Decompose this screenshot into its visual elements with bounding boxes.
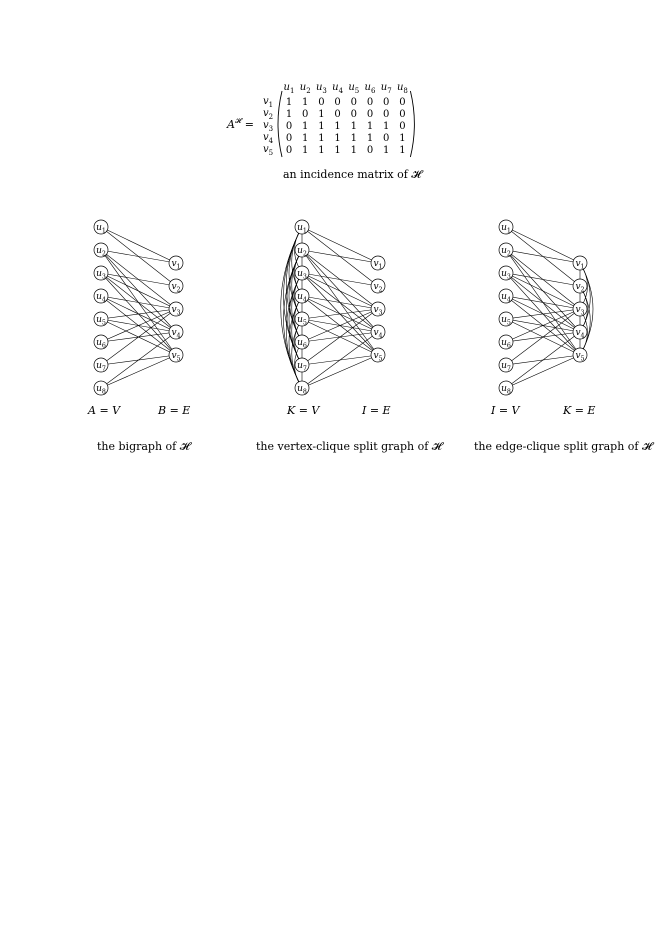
matrix-cell: 1 <box>318 109 325 120</box>
matrix-col-label: $u_5$ <box>348 82 360 95</box>
graph-edge <box>302 250 378 309</box>
matrix-cell: 0 <box>399 109 406 120</box>
matrix-caption: an incidence matrix of 𝓗 <box>283 168 422 181</box>
matrix-cell: 0 <box>302 109 309 120</box>
edge-label-v: $v_5$ <box>373 351 383 363</box>
graph-edge <box>506 296 580 355</box>
matrix-cell: 1 <box>302 121 309 132</box>
edge-label-v: $v_3$ <box>171 305 181 317</box>
matrix-cell: 0 <box>366 97 374 108</box>
edge-clique-right-part-label: K = E <box>563 404 596 417</box>
vertex-label-u: $u_5$ <box>297 315 307 327</box>
matrix-cell: 0 <box>383 109 390 120</box>
graph-edge <box>302 227 378 286</box>
edge-label-v: $v_4$ <box>373 328 383 340</box>
matrix-cell: 1 <box>399 145 406 156</box>
matrix-cell: 1 <box>350 121 357 132</box>
vertex-label-u: $u_5$ <box>96 315 106 327</box>
vertex-label-u: $u_8$ <box>501 384 511 396</box>
vertex-label-u: $u_2$ <box>96 246 106 258</box>
matrix-cell: 1 <box>318 121 325 132</box>
matrix-cell: 1 <box>334 121 341 132</box>
matrix-cell: 1 <box>334 133 341 144</box>
vertex-label-u: $u_4$ <box>297 292 307 304</box>
edge-label-v: $v_5$ <box>575 351 585 363</box>
vertex-label-u: $u_4$ <box>501 292 511 304</box>
graph-panel-2 <box>499 220 593 396</box>
graph-edge <box>302 227 378 263</box>
edge-label-v: $v_3$ <box>373 305 383 317</box>
edge-clique-left-part-label: I = V <box>491 404 520 417</box>
graph-edge <box>506 250 580 355</box>
vertex-label-u: $u_5$ <box>501 315 511 327</box>
graph-panel-0 <box>94 220 183 396</box>
bigraph-left-part-label: A = V <box>88 404 121 417</box>
matrix-cell: 1 <box>366 133 374 144</box>
matrix-row-label: $v_1$ <box>262 96 274 109</box>
matrix-cell: 0 <box>350 109 357 120</box>
edge-label-v: $v_4$ <box>575 328 585 340</box>
matrix-cell: 0 <box>366 109 374 120</box>
graph-edge <box>302 296 378 355</box>
graph-edge <box>506 227 580 263</box>
matrix-cell: 1 <box>285 109 293 120</box>
matrix-row-label: $v_2$ <box>262 108 274 121</box>
vertex-label-u: $u_7$ <box>297 361 307 373</box>
edge-label-v: $v_1$ <box>171 259 181 271</box>
matrix-cell: 0 <box>334 109 341 120</box>
matrix-col-label: $u_2$ <box>299 82 311 95</box>
matrix-col-label: $u_4$ <box>332 82 344 95</box>
edge-label-v: $v_1$ <box>373 259 383 271</box>
matrix-cell: 0 <box>318 97 325 108</box>
matrix-cell: 1 <box>285 97 293 108</box>
graph-edge <box>101 250 176 355</box>
edge-clique-caption: the edge-clique split graph of 𝓗 <box>474 440 652 453</box>
graph-edge <box>506 250 580 332</box>
vertex-label-u: $u_1$ <box>501 223 511 235</box>
vertex-clique-right-part-label: I = E <box>362 404 391 417</box>
matrix-col-label: $u_7$ <box>380 82 392 95</box>
graph-edge <box>101 250 176 309</box>
graph-edge <box>302 250 378 355</box>
matrix-cell: 0 <box>383 97 390 108</box>
vertex-label-u: $u_3$ <box>96 269 106 281</box>
graph-edge <box>101 250 176 332</box>
vertex-label-u: $u_7$ <box>96 361 106 373</box>
matrix-cell: 0 <box>399 121 406 132</box>
graph-edge <box>506 227 580 286</box>
bigraph-caption: the bigraph of 𝓗 <box>97 440 190 453</box>
matrix-cell: 1 <box>383 145 390 156</box>
vertex-label-u: $u_7$ <box>501 361 511 373</box>
graph-edge <box>101 227 176 263</box>
matrix-cell: 1 <box>350 133 357 144</box>
matrix-cell: 0 <box>334 97 341 108</box>
edge-label-v: $v_2$ <box>171 282 181 294</box>
edge-label-v: $v_5$ <box>171 351 181 363</box>
vertex-label-u: $u_8$ <box>96 384 106 396</box>
edge-label-v: $v_3$ <box>575 305 585 317</box>
matrix-cell: 1 <box>399 133 406 144</box>
vertex-label-u: $u_3$ <box>297 269 307 281</box>
matrix-cell: 1 <box>318 145 325 156</box>
matrix-cell: 1 <box>302 97 309 108</box>
graph-edge <box>506 250 580 309</box>
matrix-cell: 1 <box>334 145 341 156</box>
matrix-col-label: $u_1$ <box>283 82 295 95</box>
edge-label-v: $v_2$ <box>575 282 585 294</box>
matrix-col-label: $u_3$ <box>315 82 327 95</box>
edge-label-v: $v_4$ <box>171 328 181 340</box>
vertex-clique-caption: the vertex-clique split graph of 𝓗 <box>256 440 442 453</box>
matrix-cell: 1 <box>383 121 390 132</box>
matrix-cell: 1 <box>318 133 325 144</box>
graph-edge <box>302 250 378 332</box>
vertex-label-u: $u_6$ <box>297 338 307 350</box>
matrix-cell: 0 <box>285 145 293 156</box>
graph-edge <box>101 296 176 355</box>
vertex-label-u: $u_8$ <box>297 384 307 396</box>
matrix-cell: 0 <box>366 145 374 156</box>
matrix-row-label: $v_3$ <box>262 120 274 133</box>
matrix-name: $A^𝓗$ = <box>227 117 254 131</box>
edge-label-v: $v_1$ <box>575 259 585 271</box>
matrix-col-label: $u_8$ <box>396 82 408 95</box>
matrix-cell: 0 <box>285 121 293 132</box>
vertex-label-u: $u_3$ <box>501 269 511 281</box>
matrix-cell: 0 <box>399 97 406 108</box>
bigraph-right-part-label: B = E <box>158 404 191 417</box>
matrix-row-label: $v_4$ <box>262 132 274 145</box>
vertex-label-u: $u_1$ <box>297 223 307 235</box>
vertex-label-u: $u_6$ <box>501 338 511 350</box>
edge-label-v: $v_2$ <box>373 282 383 294</box>
vertex-label-u: $u_2$ <box>297 246 307 258</box>
vertex-label-u: $u_4$ <box>96 292 106 304</box>
matrix-col-label: $u_6$ <box>364 82 376 95</box>
vertex-clique-left-part-label: K = V <box>287 404 320 417</box>
matrix-cell: 1 <box>366 121 374 132</box>
matrix-cell: 1 <box>302 145 309 156</box>
matrix-cell: 1 <box>302 133 309 144</box>
vertex-label-u: $u_2$ <box>501 246 511 258</box>
matrix-cell: 0 <box>285 133 293 144</box>
matrix-cell: 0 <box>383 133 390 144</box>
vertex-label-u: $u_1$ <box>96 223 106 235</box>
matrix-row-label: $v_5$ <box>262 144 274 157</box>
graph-panel-1 <box>281 220 385 396</box>
matrix-cell: 0 <box>350 97 357 108</box>
matrix-cell: 1 <box>350 145 357 156</box>
vertex-label-u: $u_6$ <box>96 338 106 350</box>
graph-edge <box>101 227 176 286</box>
